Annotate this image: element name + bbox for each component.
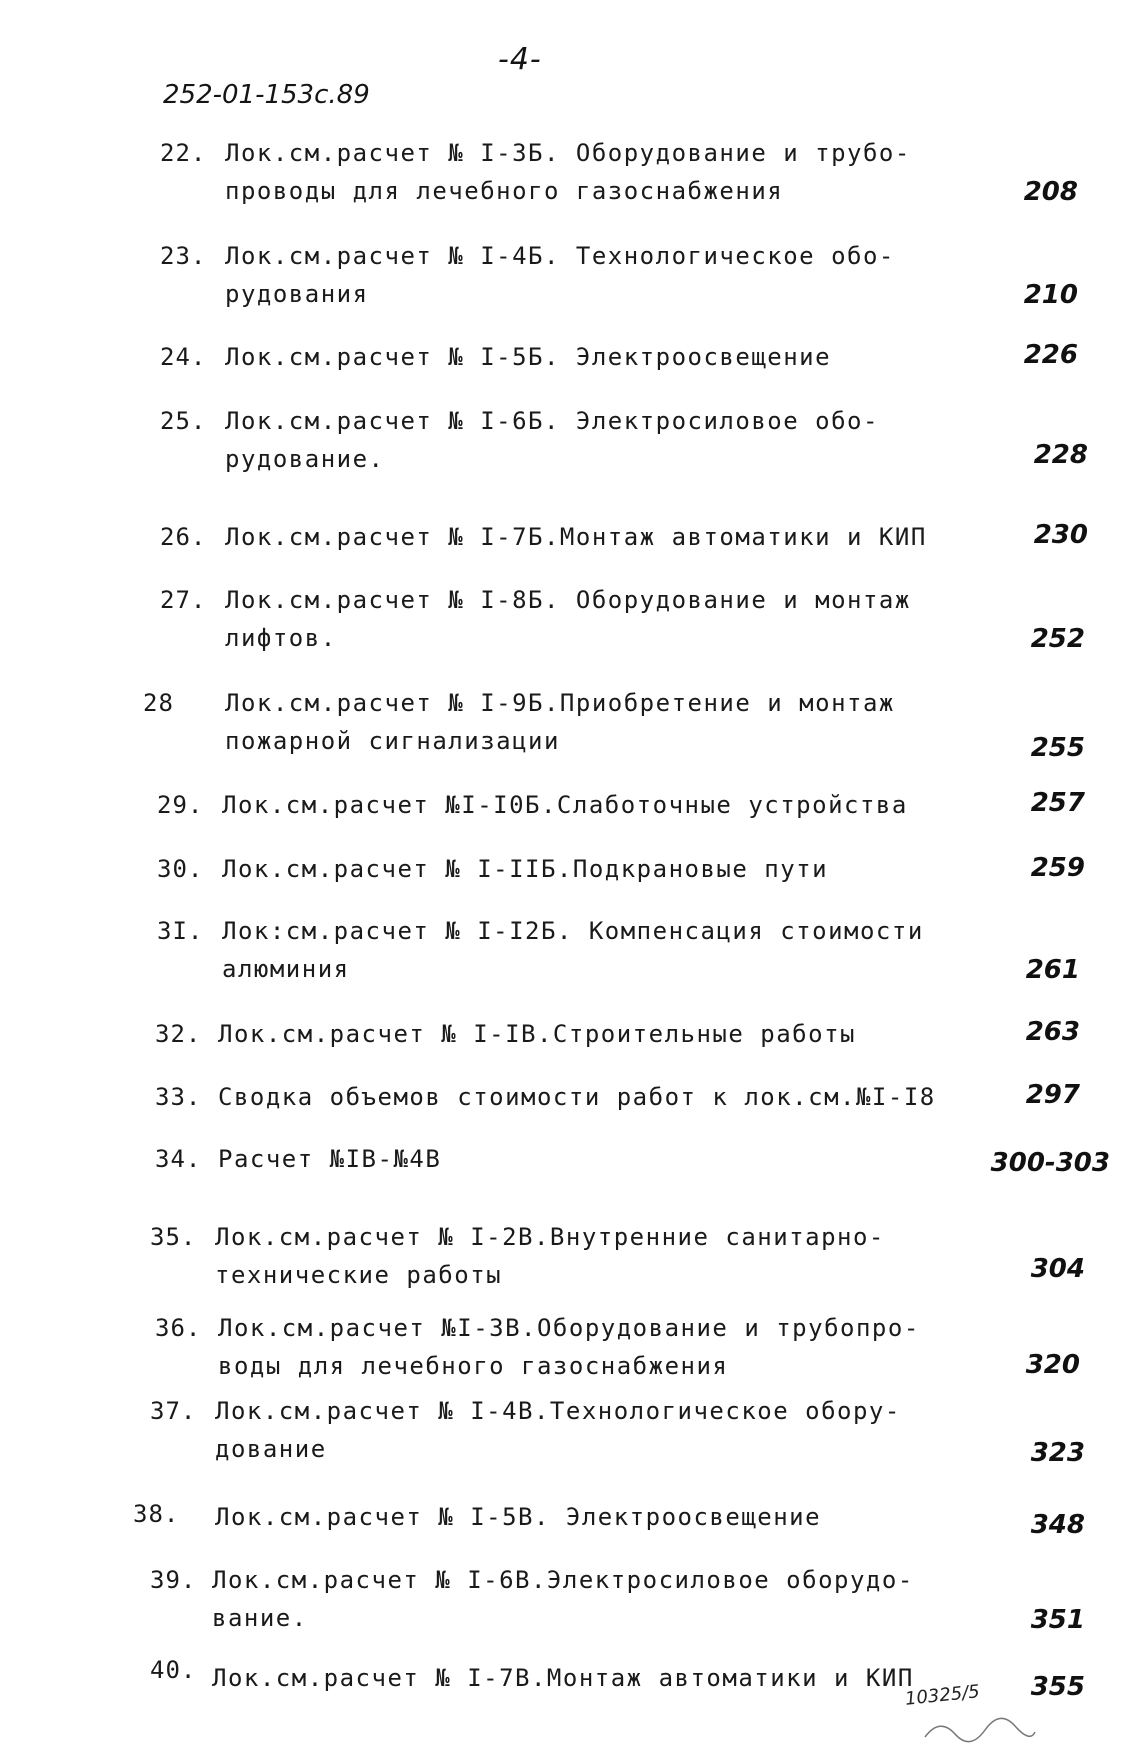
signature-scribble xyxy=(920,1712,1040,1747)
entry-line: Расчет №IВ-№4В xyxy=(218,1145,442,1173)
entry-line: вание. xyxy=(212,1604,308,1632)
entry-number: 38. xyxy=(133,1500,180,1528)
entry-number: 32. xyxy=(155,1020,202,1048)
entry-line: Лок:см.расчет № I-I2Б. Компенсация стоимости xyxy=(222,917,924,945)
page-number: -4- xyxy=(498,42,542,77)
entry-line: технические работы xyxy=(215,1261,503,1289)
entry-line: Лок.см.расчет № I-6В.Электросиловое оборудо- xyxy=(212,1566,914,1594)
entry-line: рудования xyxy=(225,280,369,308)
entry-line: Лок.см.расчет № I-2В.Внутренние санитарно- xyxy=(215,1223,885,1251)
entry-line: воды для лечебного газоснабжения xyxy=(218,1352,729,1380)
entry-line: рудование. xyxy=(225,445,385,473)
entry-line: проводы для лечебного газоснабжения xyxy=(225,177,784,205)
entry-line: Лок.см.расчет № I-6Б. Электросиловое обо- xyxy=(225,407,879,435)
entry-line: Лок.см.расчет № I-8Б. Оборудование и монтаж xyxy=(225,586,911,614)
entry-page: 259 xyxy=(1030,853,1085,883)
entry-number: 33. xyxy=(155,1083,202,1111)
entry-page: 208 xyxy=(1023,177,1078,207)
entry-page: 228 xyxy=(1033,440,1088,470)
entry-page: 355 xyxy=(1030,1672,1085,1702)
entry-line: пожарной сигнализации xyxy=(225,727,560,755)
entry-line: Лок.см.расчет №I-I0Б.Слаботочные устройства xyxy=(222,791,908,819)
entry-line: Лок.см.расчет № I-IIБ.Подкрановые пути xyxy=(222,855,829,883)
entry-line: Лок.см.расчет № I-3Б. Оборудование и трубо- xyxy=(225,139,911,167)
entry-number: 3I. xyxy=(157,917,204,945)
entry-page: 323 xyxy=(1030,1438,1085,1468)
entry-page: 297 xyxy=(1025,1080,1080,1110)
entry-page: 257 xyxy=(1030,788,1085,818)
entry-line: Лок.см.расчет № I-IВ.Строительные работы xyxy=(218,1020,856,1048)
entry-line: Лок.см.расчет № I-7В.Монтаж автоматики и КИП xyxy=(212,1664,914,1692)
entry-line: дование xyxy=(215,1435,327,1463)
entry-line: Лок.см.расчет №I-3В.Оборудование и трубопро- xyxy=(218,1314,920,1342)
entry-page: 230 xyxy=(1033,520,1088,550)
entry-number: 27. xyxy=(160,586,207,614)
entry-number: 39. xyxy=(150,1566,197,1594)
entry-line: Лок.см.расчет № I-4В.Технологическое обору- xyxy=(215,1397,901,1425)
entry-line: Сводка объемов стоимости работ к лок.см.№I-I8 xyxy=(218,1083,936,1111)
entry-line: Лок.см.расчет № I-4Б. Технологическое обо- xyxy=(225,242,895,270)
entry-line: Лок.см.расчет № I-5Б. Электроосвещение xyxy=(225,343,832,371)
entry-page: 304 xyxy=(1030,1254,1085,1284)
entry-line: алюминия xyxy=(222,955,350,983)
entry-line: Лок.см.расчет № I-9Б.Приобретение и монтаж xyxy=(225,689,895,717)
document-code: 252-01-153c.89 xyxy=(163,80,370,110)
entry-number: 22. xyxy=(160,139,207,167)
entry-page: 300-303 xyxy=(990,1148,1110,1178)
entry-line: Лок.см.расчет № I-5В. Электроосвещение xyxy=(215,1503,822,1531)
entry-page: 226 xyxy=(1023,340,1078,370)
entry-number: 24. xyxy=(160,343,207,371)
entry-number: 34. xyxy=(155,1145,202,1173)
entry-number: 26. xyxy=(160,523,207,551)
entry-number: 37. xyxy=(150,1397,197,1425)
entry-number: 36. xyxy=(155,1314,202,1342)
entry-number: 30. xyxy=(157,855,204,883)
entry-number: 40. xyxy=(150,1656,197,1684)
entry-page: 351 xyxy=(1030,1605,1085,1635)
entry-number: 28 xyxy=(143,689,174,717)
entry-number: 25. xyxy=(160,407,207,435)
entry-page: 252 xyxy=(1030,624,1085,654)
entry-number: 23. xyxy=(160,242,207,270)
entry-page: 320 xyxy=(1025,1350,1080,1380)
archive-note: 10325/5 xyxy=(904,1681,981,1710)
entry-page: 261 xyxy=(1025,955,1080,985)
entry-line: лифтов. xyxy=(225,624,337,652)
entry-number: 35. xyxy=(150,1223,197,1251)
entry-page: 210 xyxy=(1023,280,1078,310)
entry-page: 263 xyxy=(1025,1017,1080,1047)
entry-number: 29. xyxy=(157,791,204,819)
entry-line: Лок.см.расчет № I-7Б.Монтаж автоматики и КИП xyxy=(225,523,927,551)
entry-page: 255 xyxy=(1030,733,1085,763)
entry-page: 348 xyxy=(1030,1510,1085,1540)
